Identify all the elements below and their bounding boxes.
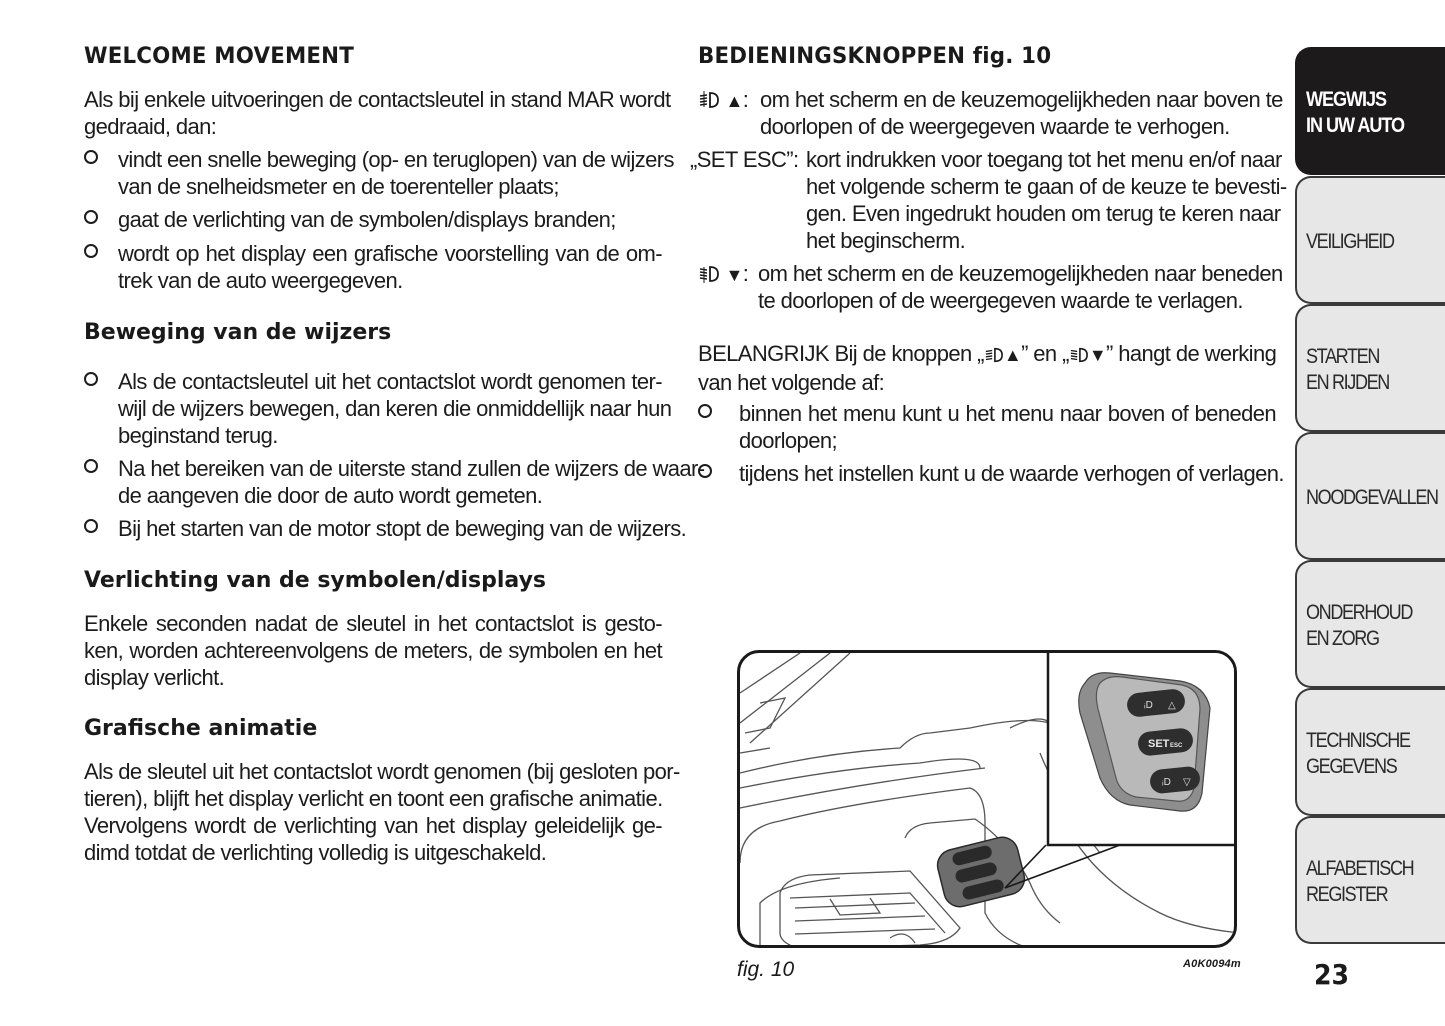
welcome-intro xyxy=(84,86,671,140)
text-line: Bij het starten van de motor stopt de beweging van de wijzers. xyxy=(118,516,687,541)
tab-label-line: ALFABETISCH xyxy=(1306,857,1414,880)
list-item-text xyxy=(118,206,662,233)
text-line: beginstand terug. xyxy=(118,423,278,448)
key-up-label xyxy=(698,86,748,115)
page-number: 23 xyxy=(1314,958,1350,991)
key-down-label xyxy=(698,260,748,289)
text-line: display verlicht. xyxy=(84,665,225,690)
list-item-text xyxy=(118,146,674,200)
text-line: gedraaid, dan: xyxy=(84,114,217,139)
animation-paragraph xyxy=(84,758,680,866)
tab-label xyxy=(1306,728,1410,780)
svg-text:ᵢD: ᵢD xyxy=(1144,700,1153,711)
text-line: van het volgende af: xyxy=(698,370,885,395)
text-line: te doorlopen of de weergegeven waarde te verlagen. xyxy=(758,288,1243,313)
list-item-text xyxy=(118,455,705,509)
bullet-circle-icon xyxy=(84,150,98,164)
tab-label xyxy=(1306,600,1412,652)
tab-label xyxy=(1306,229,1394,255)
text-line: de aangeven die door de auto wordt gemeten. xyxy=(118,483,543,508)
heading-graphic-animation: Grafische animatie xyxy=(84,716,318,741)
text-line: vindt een snelle beweging (op- en teruglopen) van de wijzers xyxy=(118,147,674,172)
figure-dashboard-controls xyxy=(737,650,1237,948)
text-line: gen. Even ingedrukt houden om terug te keren naar xyxy=(806,201,1281,226)
list-item-text xyxy=(739,400,1276,454)
tab-starten-en-rijden[interactable] xyxy=(1295,304,1445,432)
tab-label-line: IN UW AUTO xyxy=(1306,114,1405,137)
important-mid: ” en „ xyxy=(1021,341,1069,366)
lighting-paragraph xyxy=(84,610,662,691)
headlight-up-icon xyxy=(984,346,1004,364)
triangle-up-icon: ▲ xyxy=(1003,345,1022,365)
set-button-label: SET xyxy=(1148,738,1170,750)
triangle-down-icon: ▼ xyxy=(725,265,743,285)
list-item-text xyxy=(118,368,672,449)
tab-label-line: REGISTER xyxy=(1306,883,1388,906)
bullet-circle-icon xyxy=(84,459,98,473)
tab-alfabetisch-register[interactable] xyxy=(1295,816,1445,944)
tab-label-line: WEGWIJS xyxy=(1306,88,1387,111)
list-item-text xyxy=(118,515,687,542)
tab-label-line: EN RIJDEN xyxy=(1306,371,1389,394)
bullet-circle-icon xyxy=(84,519,98,533)
text-line: doorlopen; xyxy=(739,428,837,453)
key-set-esc-text xyxy=(806,146,1287,254)
bullet-circle-icon xyxy=(698,404,712,418)
important-note xyxy=(698,340,1276,396)
text-line: om het scherm en de keuzemogelijkheden naar boven te xyxy=(760,87,1283,112)
tab-label-line: EN ZORG xyxy=(1306,627,1379,650)
text-line: het volgende scherm te gaan of de keuze te bevesti- xyxy=(806,174,1287,199)
heading-welcome-movement: WELCOME MOVEMENT xyxy=(84,44,354,69)
figure-code: A0K0094m xyxy=(1183,958,1241,970)
important-line-1 xyxy=(698,340,1276,369)
headlight-down-icon xyxy=(698,264,720,284)
text-line: ken, worden achtereenvolgens de meters, de symbolen en het xyxy=(84,638,662,663)
list-item-text xyxy=(739,460,1284,487)
text-line: trek van de auto weergegeven. xyxy=(118,268,403,293)
key-label-colon: : xyxy=(742,261,749,286)
tab-label xyxy=(1306,856,1413,908)
tab-onderhoud-en-zorg[interactable] xyxy=(1295,560,1445,688)
bullet-circle-icon xyxy=(84,210,98,224)
tab-technische-gegevens[interactable] xyxy=(1295,688,1445,816)
text-line: kort indrukken voor toegang tot het menu en/of naar xyxy=(806,147,1282,172)
tab-label xyxy=(1306,87,1404,139)
svg-text:▽: ▽ xyxy=(1183,777,1191,788)
text-line: dimd totdat de verlichting volledig is uitgeschakeld. xyxy=(84,840,547,865)
important-prefix: BELANGRIJK Bij de knoppen „ xyxy=(698,341,984,366)
text-line: wijl de wijzers bewegen, dan keren die onmiddellijk naar hun xyxy=(118,396,672,421)
text-line: Enkele seconden nadat de sleutel in het contactslot is gesto- xyxy=(84,611,662,636)
text-line: Als bij enkele uitvoeringen de contactsleutel in stand MAR wordt xyxy=(84,87,671,112)
text-line: Vervolgens wordt de verlichting van het display geleidelijk ge- xyxy=(84,813,662,838)
text-line: van de snelheidsmeter en de toerenteller plaats; xyxy=(118,174,559,199)
heading-control-buttons: BEDIENINGSKNOPPEN fig. 10 xyxy=(698,44,1052,69)
tab-noodgevallen[interactable] xyxy=(1295,432,1445,560)
key-set-esc-label: „SET ESC”: xyxy=(690,147,799,172)
text-line: het beginscherm. xyxy=(806,228,966,253)
esc-button-label: ESC xyxy=(1170,743,1183,749)
heading-symbol-lighting: Verlichting van de symbolen/displays xyxy=(84,568,546,593)
text-line: binnen het menu kunt u het menu naar boven of beneden xyxy=(739,401,1276,426)
triangle-up-icon: ▲ xyxy=(725,91,743,111)
tab-label-line: TECHNISCHE xyxy=(1306,729,1410,752)
text-line: doorlopen of de weergegeven waarde te verhogen. xyxy=(760,114,1230,139)
tab-label xyxy=(1306,485,1438,511)
text-line: Als de sleutel uit het contactslot wordt genomen (bij gesloten por- xyxy=(84,759,680,784)
tab-label xyxy=(1306,344,1389,396)
bullet-circle-icon xyxy=(84,372,98,386)
triangle-down-icon: ▼ xyxy=(1088,345,1107,365)
important-suffix: ” hangt de werking xyxy=(1106,341,1277,366)
key-down-text xyxy=(758,260,1283,314)
list-item-text xyxy=(118,240,662,294)
key-up-text xyxy=(760,86,1283,140)
dashboard-illustration xyxy=(740,653,1237,948)
text-line: gaat de verlichting van de symbolen/displays branden; xyxy=(118,207,616,232)
text-line: tijdens het instellen kunt u de waarde verhogen of verlagen. xyxy=(739,461,1284,486)
tab-label-line: VEILIGHEID xyxy=(1306,230,1394,253)
text-line: Na het bereiken van de uiterste stand zullen de wijzers de waar- xyxy=(118,456,705,481)
heading-pointer-movement: Beweging van de wijzers xyxy=(84,320,392,345)
text-line: tieren), blijft het display verlicht en toont een grafische animatie. xyxy=(84,786,663,811)
key-label-colon: : xyxy=(742,87,749,112)
figure-caption: fig. 10 xyxy=(737,958,795,981)
control-pod-small xyxy=(934,834,1028,910)
tab-label-line: ONDERHOUD xyxy=(1306,601,1413,624)
tab-label-line: STARTEN xyxy=(1306,345,1379,368)
headlight-up-icon xyxy=(698,90,720,110)
text-line: Als de contactsleutel uit het contactslot wordt genomen ter- xyxy=(118,369,662,394)
svg-text:ᵢD: ᵢD xyxy=(1162,777,1171,788)
bullet-circle-icon xyxy=(84,244,98,258)
bullet-circle-icon xyxy=(698,464,712,478)
tab-label-line: NOODGEVALLEN xyxy=(1306,486,1438,509)
svg-text:△: △ xyxy=(1168,700,1176,711)
tab-label-line: GEGEVENS xyxy=(1306,755,1397,778)
text-line: om het scherm en de keuzemogelijkheden naar beneden xyxy=(758,261,1283,286)
headlight-down-icon xyxy=(1069,346,1089,364)
text-line: wordt op het display een grafische voorstelling van de om- xyxy=(118,241,662,266)
tab-veiligheid[interactable] xyxy=(1295,176,1445,304)
tab-wegwijs-in-uw-auto[interactable] xyxy=(1295,47,1445,175)
